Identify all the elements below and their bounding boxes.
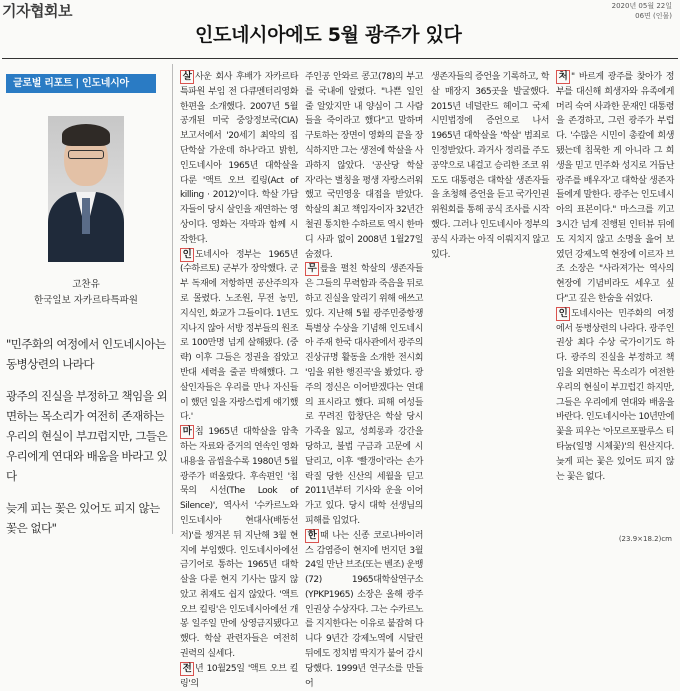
paragraph bbox=[431, 70, 549, 262]
pull-quote-line: "민주화의 여정에서 인도네시아는 동병상련의 나라다 bbox=[6, 337, 166, 371]
headline-divider bbox=[2, 58, 678, 59]
drop-cap: 인 bbox=[556, 307, 570, 321]
report-tag: 글로벌 리포트 | 인도네시아 bbox=[6, 74, 156, 93]
paragraph-text: 년 10월25일 '액트 오브 킬링'의 bbox=[180, 663, 298, 689]
paragraph bbox=[556, 70, 674, 307]
paragraph-text: 주인공 안와르 콩고(78)의 부고를 국내에 알렸다. "나쁜 일인 줄 알았지만 내 양심이 그 사람들을 죽이라고 했다"고 말하며 구토하는 장면이 영화의 끝을 장식하지만 그는 생전에 학살을 사과하지 않았다. '공산당 학살자'라는 별칭을 평생 자랑스러워했고 국민영웅 대접을 받았다. 학살의 최고 책임자이자 32년간 철권 통치한 수하르토 역시 한마디 사과 없이 2008년 1월27일 숨졌다. bbox=[305, 72, 423, 260]
paragraph-text: " 바르게 광주를 찾아가 정부를 대신해 희생자와 유족에게 머리 숙여 사과한 문재인 대통령을 존경하고, 그런 광주가 부럽다. '수많은 시민이 총칼에 희생됐는데 침묵한 게 아니라 그 희생을 믿고 민주화 성지로 거듭난 광주를 배우자'고 대학살 생존자들에게 말한다. 광주는 인도네시아의 표본이다." 마스크를 끼고 3시간 넘게 진행된 인터뷰 뒤에도 지치지 않고 소명을 읊어 보였던 강제노역 현장에 이르자 브조 소장은 "사라져가는 역사의 현장에 기념비라도 세우고 싶다"고 깊은 한숨을 쉬었다. bbox=[556, 72, 674, 304]
paragraph bbox=[305, 529, 423, 691]
issue-date: 2020년 05월 22일 bbox=[611, 2, 672, 10]
drop-cap: 무 bbox=[305, 262, 319, 276]
paragraph-text: 도네시아 정부는 1965년 (수하르토) 군부가 장악했다. 군부 독재에 저항하면 공산주의자로 몰렸다. 노조원, 무전 농민, 지식인, 화교가 그들이다. 1년도 지나지 않아 서방 정부들의 원조로 100만명 넘게 살해됐다. (중략) 이후 그들은 정권을 잡았고 반대 세력을 줄곧 박해했다. 그 살인자들은 우리를 만나 자신들이 했던 일을 자랑스럽게 얘기했다.' bbox=[180, 249, 298, 423]
pull-quote-line: 광주의 진실을 부정하고 책임을 외면하는 목소리가 여전히 존재하는 우리의 현실이 부끄럽지만, 그들은 우리에게 연대와 배움을 바라고 있다 bbox=[6, 389, 168, 483]
paragraph bbox=[305, 70, 423, 262]
paragraph bbox=[180, 70, 298, 248]
paragraph-text: 때 나는 신종 코로나바이러스 감염증이 현지에 번지던 3월24일 만난 브조(또는 벤조) 운뱅(72) 1965대학살연구소(YPKP1965) 소장은 올해 광주인권상 수상자다. 그는 수카르노를 지지한다는 이유로 붙잡혀 다니다 9년간 강제노역에 시달린 뒤에도 정치범 딱지가 붙어 감시당했다. 1999년 연구소를 만들어 bbox=[305, 530, 423, 689]
date-info bbox=[612, 1, 672, 21]
drop-cap: 한 bbox=[305, 529, 319, 543]
paragraph-text: 침 1965년 대학살을 암축하는 자료와 증거의 연속인 영화 내용을 곱씹을수록 1980년 5월 광주가 떠올랐다. 후속편인 '침묵의 시선(The Look of Silence)', 역사서 '수카르노와 인도네시아 현대사(배동선 저)'를 챙겨본 뒤 지난해 3월 현지에 부임했다. 인도네시아에선 금기어로 통하는 1965년 대학살을 다룬 현지 기사는 많지 않았고 취재도 쉽지 않았다. '액트 오브 킬링'은 인도네시아에선 개봉 일주일 만에 상영금지됐다고 했다. 학살 관련자들은 여전히 권력의 실세다. bbox=[180, 427, 298, 660]
paragraph bbox=[180, 662, 298, 691]
drop-cap: 처 bbox=[556, 70, 570, 84]
paragraph bbox=[180, 425, 298, 662]
newspaper-logo: 기자협회보 bbox=[2, 2, 72, 20]
paragraph-text: 도네시아는 민주화의 여정에서 동병상련의 나라다. 광주인권상 최다 수상 국가이기도 하다. 광주의 진실을 부정하고 책임을 외면하는 목소리가 여전한 우리의 현실이 부끄럽긴 하지만, 그들은 우리에게 연대와 배움을 바란다. 인도네시아는 10년만에 꽃을 피우는 '아모르포팔루스 티타눔(일명 시체꽃)'의 원산지다. 늦게 피는 꽃은 있어도 피지 않는 꽃은 없다. bbox=[556, 308, 674, 482]
article-column-3 bbox=[431, 70, 674, 484]
drop-cap: 마 bbox=[180, 425, 194, 439]
paragraph-text: 릎을 펼친 학살의 생존자들은 그들의 무력함과 죽음을 뒤로 하고 진실을 알리기 위해 애쓰고 있다. 지난해 5월 광주민중항쟁 특별상 수상을 기념해 인도네시아 주재 한국 대사관에서 광주의 진상규명 활동을 소개한 전시회 '임을 위한 행진곡'을 봤었다. 광주의 정신은 이어받겠다는 연대의 표시라고 했다. 피해 여성들로 꾸려진 합창단은 학살 당시 가족을 잃고, 성희롱과 강간을 당하고, 불법 구금과 고문에 시달리고, 이후 '빨갱이'라는 손가락질 당한 신산의 세월을 딛고 2011년부터 기사와 운을 이어가고 있다. 당시 대학 선생님의 피해를 입었다. bbox=[305, 264, 423, 526]
drop-cap: 인 bbox=[180, 248, 194, 262]
paragraph bbox=[305, 262, 423, 528]
article-sidebar bbox=[2, 64, 170, 547]
size-footnote: (23.9×18.2)cm bbox=[618, 535, 672, 543]
pull-quote-line: 늦게 피는 꽃은 있어도 피지 않는 꽃은 없다" bbox=[6, 501, 160, 535]
author-name: 고찬유 bbox=[72, 279, 100, 290]
paragraph-text: 사운 회사 후배가 자카르타 특파원 부임 전 다큐멘터리영화 한편을 소개했다. 2007년 5월 공개된 미국 중앙정보국(CIA) 보고서에서 '20세기 최악의 집단학살 가운데 하나'라고 밝힌, 인도네시아 1965년 대학살을 다룬 '액트 오브 킬링(Act of killing · 2012)'이다. 학살 가담자들이 당시 살인을 재연하는 영상이다. 영화는 자막과 함께 시작한다. bbox=[180, 72, 298, 245]
article-column-2 bbox=[305, 70, 423, 691]
drop-cap: 살 bbox=[180, 70, 194, 84]
paragraph bbox=[180, 248, 298, 426]
author-title: 한국일보 자카르타특파원 bbox=[34, 295, 138, 306]
paragraph bbox=[556, 307, 674, 485]
column-divider bbox=[172, 64, 173, 534]
page-number: 06면 (인물) bbox=[635, 12, 672, 20]
paragraph-text: 생존자들의 증언을 기록하고, 학살 매장지 365곳을 발굴했다. 2015년 네덜란드 헤이그 국제시민법정에 증언으로 나서 1965년 대학살을 '학살' 범죄로 인정받았다. 과거사 정리를 주도 공약으로 내걸고 승리한 조코 위도도 대통령은 대학살 생존자들을 초청해 증언을 듣고 국가인권위원회를 통해 공식 조사를 시작했다. 그러나 인도네시아 정부의 공식 사과는 아직 이뤄지지 않고 있다. bbox=[431, 72, 549, 260]
pull-quote bbox=[6, 334, 168, 550]
drop-cap: 전 bbox=[180, 662, 194, 676]
article-column-1 bbox=[180, 70, 298, 691]
article-headline: 인도네시아에도 5월 광주가 있다 bbox=[195, 24, 462, 46]
author-photo bbox=[48, 116, 124, 262]
